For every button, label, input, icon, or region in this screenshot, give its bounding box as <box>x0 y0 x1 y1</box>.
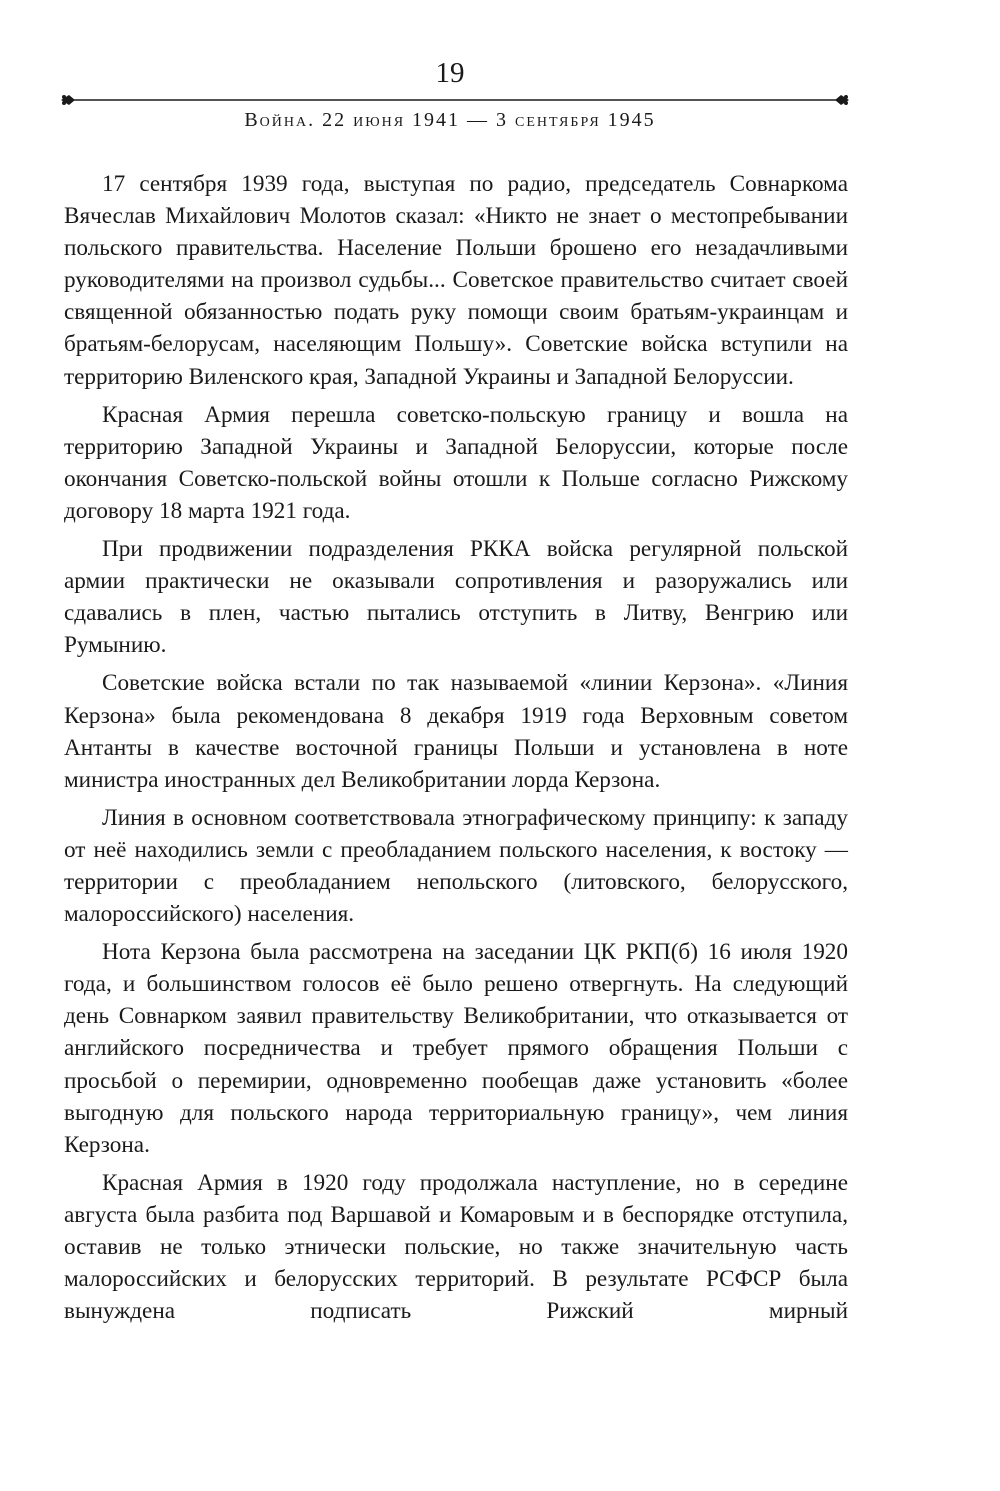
paragraph: Нота Керзона была рассмотрена на заседании ЦК РКП(б) 16 июля 1920 года, и большинством голосов её было решено отвергнуть. На следующий день Совнарком заявил правительству Великобритании, что отказывается от английского посредничества и требует прямого обращения Польши с просьбой о перемирии, одновременно пообещав даже установить «более выгодную для польского народа территориальную границу», чем линия Керзона. <box>64 939 848 1158</box>
paragraph: Красная Армия перешла советско-польскую границу и вошла на территорию Западной Украины и Западной Белоруссии, которые после окончания Советско-польской войны отошли к Польше согласно Рижскому договору 18 марта 1921 года. <box>64 401 848 524</box>
left-fleuron-icon <box>61 95 75 105</box>
paragraph: При продвижении подразделения РККА войска регулярной польской армии практически не оказывали сопротивления и разоружались или сдавались в плен, частью пытались отступить в Литву, Венгрию или Румынию. <box>64 536 848 659</box>
running-head: Война. 22 июня 1941 — 3 сентября 1945 <box>244 109 656 131</box>
body-text <box>64 168 848 1333</box>
right-fleuron-icon <box>835 95 849 105</box>
paragraph: Линия в основном соответствовала этнографическому принципу: к западу от неё находились земли с преобладанием польского населения, к востоку — территории с преобладанием непольского (литовского, белорусского, малороссийского) населения. <box>64 804 848 928</box>
paragraph: Красная Армия в 1920 году продолжала наступление, но в середине августа была разбита под Варшавой и Комаровым и в беспорядке отступила, оставив не только этнически польские, но также значительную часть малороссийских и белорусских территорий. В результате РСФСР была вынуждена подписать Рижский мирный <box>64 1169 848 1325</box>
paragraph: 17 сентября 1939 года, выступая по радио, председатель Совнаркома Вячеслав Михайлович Молотов сказал: «Никто не знает о местопребывании польского правительства. Население Польши брошено его незадачливыми руководителями на произвол судьбы... Советское правительство считает своей священной обязанностью подать руку помощи своим братьям-украинцам и братьям-белорусам, населяющим Польшу». Советские войска вступили на территорию Виленского края, Западной Украины и Западной Белоруссии. <box>64 171 848 390</box>
header-ornamental-rule <box>60 94 850 106</box>
page-number: 19 <box>435 57 465 89</box>
paragraph: Советские войска встали по так называемой «линии Керзона». «Линия Керзона» была рекомендована 8 декабря 1919 года Верховным советом Антанты в качестве восточной границы Польши и установлена в ноте министра иностранных дел Великобритании лорда Керзона. <box>64 670 848 793</box>
